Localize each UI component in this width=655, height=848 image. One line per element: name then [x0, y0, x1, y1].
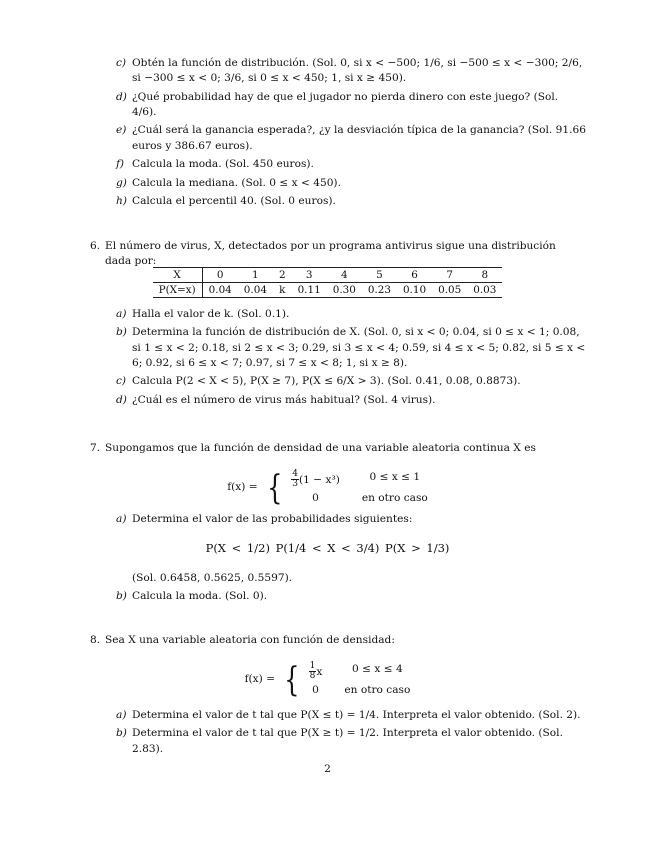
problem-7-items-cont — [116, 571, 586, 608]
list-item: g) Calcula la mediana. (Sol. 0 ≤ x < 450). — [116, 176, 341, 189]
intro-item-list — [116, 56, 586, 212]
problem-statement: Supongamos que la función de densidad de una variable aleatoria continua X es — [105, 442, 536, 454]
distribution-table — [153, 267, 503, 298]
table-row: X 0 1 2 3 4 5 6 7 8 — [153, 268, 503, 283]
page-number: 2 — [324, 763, 331, 775]
distribution-table-wrap — [0, 267, 655, 298]
list-item: a) Determina el valor de las probabilidades siguientes: — [116, 513, 413, 525]
list-item: d) ¿Cuál es el número de virus más habitual? (Sol. 4 virus). — [116, 393, 436, 406]
list-item: e) ¿Cuál será la ganancia esperada?, ¿y la desviación típica de la ganancia? (Sol. 91.66 euros y 386.67 euros). — [116, 124, 586, 152]
list-item: c) Calcula P(2 < X < 5), P(X ≥ 7), P(X ≤ 6/X > 3). (Sol. 0.41, 0.08, 0.8873). — [116, 375, 521, 388]
problem-statement: El número de virus, X, detectados por un programa antivirus sigue una distribución dada por: — [105, 240, 556, 268]
left-brace-icon: { — [284, 660, 300, 701]
problem-8 — [90, 633, 585, 648]
problem-number: 6. — [90, 240, 101, 252]
problem-7-items — [116, 512, 586, 530]
list-item: b) Determina la función de distribución de X. (Sol. 0, si x < 0; 0.04, si 0 ≤ x < 1; 0.08, si 1 ≤ x < 2; 0.18, si 2 ≤ x < 3; 0.29, si 3 ≤ x < 4; 0.59, si 4 ≤ x < 5; 0.82, si 5 ≤ x < 6; 0.92, si 6 ≤ x < 7; 0.97, si 7 ≤ x < 8; 1, si x ≥ 8). — [116, 326, 586, 370]
problem-8-items — [116, 708, 586, 760]
problem-number: 7. — [90, 442, 101, 454]
left-brace-icon: { — [266, 468, 283, 509]
list-item: d) ¿Qué probabilidad hay de que el jugador no pierda dinero con este juego? (Sol. 4/6). — [116, 90, 559, 119]
list-item: (Sol. 0.6458, 0.5625, 0.5597). — [132, 572, 293, 584]
problem-number: 8. — [90, 634, 101, 646]
probability-expressions: P(X < 1/2) P(1/4 < X < 3/4) P(X > 1/3) — [205, 541, 450, 555]
list-item: c) Obtén la función de distribución. (Sol. 0, si x < −500; 1/6, si −500 ≤ x < −300; 2/6, si −300 ≤ x < 0; 3/6, si 0 ≤ x < 450; 1, si x ≥ 450). — [116, 57, 583, 85]
list-item: b) Calcula la moda. (Sol. 0). — [116, 590, 268, 603]
list-item: b) Determina el valor de t tal que P(X ≥ t) = 1/2. Interpreta el valor obtenido. (Sol. 2.83). — [116, 727, 563, 755]
list-item: a) Halla el valor de k. (Sol. 0.1). — [116, 308, 290, 320]
problem-6-items — [116, 307, 586, 411]
density-formula-7: f(x) = { $\frac{4}{3}$ (1 − x³) 0 ≤ x ≤ 1 0 en otro caso — [227, 468, 428, 509]
list-item: a) Determina el valor de t tal que P(X ≤ t) = 1/4. Interpreta el valor obtenido. (Sol. 2). — [116, 709, 581, 721]
list-item: f) Calcula la moda. (Sol. 450 euros). — [116, 158, 314, 171]
density-formula-8: f(x) = { $\frac{1}{8}$ x 0 ≤ x ≤ 4 0 en otro caso — [244, 660, 411, 701]
problem-7 — [90, 441, 585, 456]
problem-6 — [90, 239, 585, 270]
table-row: P(X=x) 0.04 0.04 k 0.11 0.30 0.23 0.10 0.05 0.03 — [153, 283, 503, 298]
problem-statement: Sea X una variable aleatoria con función de densidad: — [105, 634, 395, 646]
list-item: h) Calcula el percentil 40. (Sol. 0 euros). — [116, 194, 336, 207]
